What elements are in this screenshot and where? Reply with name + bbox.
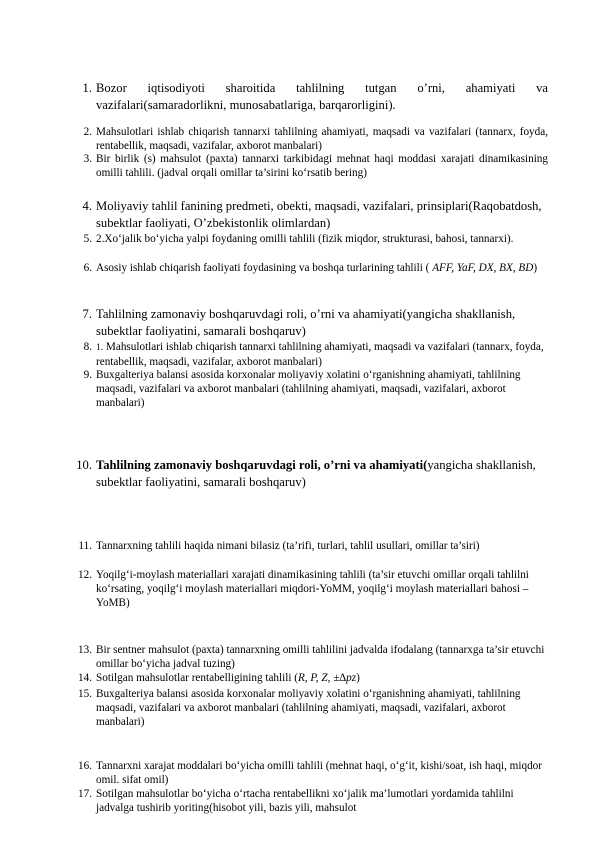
- list-item: [83, 369, 548, 411]
- text-segment: Asosiy ishlab chiqarish faoliyati foydasining va boshqa turlarining tahlili (: [96, 262, 433, 274]
- text-prefix: 1.: [96, 343, 104, 353]
- text-segment: ): [533, 262, 538, 274]
- list-item: [83, 153, 548, 181]
- list-number: 7.: [82, 307, 92, 321]
- text-segment: Sotilgan mahsulotlar rentabelligining tahlili (: [96, 672, 298, 684]
- list-text: [96, 457, 548, 490]
- list-text: Yoqilg‘i-moylash materiallari xarajati dinamikasining tahlili (ta’sir etuvchi omillar orqali tahlilni ko‘rsating, yoqilg‘i moylash materiallari miqdori-YoMM, yoqilg‘i moylash materiallari bahosi –YoMB): [96, 569, 529, 609]
- text-segment: yangicha shakllanish, subektlar faoliyatini, samarali boshqaruv): [96, 458, 536, 489]
- list-text: Sotilgan mahsulotlar bo‘yicha o‘rtacha rentabellikni xo‘jalik ma’lumotlari yordamida tahlilni jadvalga tushirib yoriting(hisobot yili, bazis yili, mahsulot: [96, 788, 514, 814]
- list-number: 8.: [83, 341, 92, 353]
- list-text: 2.Xo‘jalik bo‘yicha yalpi foydaning omilli tahlili (fizik miqdor, strukturasi, bahosi, tannarxi).: [96, 233, 514, 245]
- list-item: [83, 126, 548, 154]
- bold-heading: Tahlilning zamonaviy boshqaruvdagi roli, o’rni va ahamiyati(: [96, 458, 428, 472]
- list-text: Bir sentner mahsulot (paxta) tannarxning omilli tahlilini jadvalda ifodalang (tannarxga ta’sir etuvchi omillar bo‘yicha jadval tuzing): [96, 644, 545, 670]
- list-item: [78, 688, 548, 730]
- list-text: Mahsulotlari ishlab chiqarish tannarxi tahlilning ahamiyati, maqsadi va vazifalari (tannarx, foyda, rentabellik, maqsadi, vazifalar, axborot manbalari): [96, 126, 548, 152]
- list-text: [96, 262, 548, 276]
- list-text: [96, 341, 548, 370]
- list-item: [83, 262, 548, 276]
- list-number: 3.: [83, 153, 92, 165]
- list-item: [82, 198, 548, 231]
- formula-symbols: R, P, Z, ±∆pz: [297, 672, 357, 684]
- list-number: 2.: [83, 126, 92, 138]
- list-text: Buxgalteriya balansi asosida korxonalar moliyaviy xolatini o‘rganishning ahamiyati, tahlilning maqsadi, vazifalari va axborot manbalari (tahlilning ahamiyati, maqsadi, vazifalari, axborot manbalari): [96, 369, 521, 409]
- list-text: Tannarxni xarajat moddalari bo‘yicha omilli tahlili (mehnat haqi, o‘g‘it, kishi/soat, ish haqi, miqdor omil. sifat omil): [96, 760, 542, 786]
- list-item: [76, 457, 548, 490]
- list-number: 12.: [78, 569, 92, 581]
- list-item: [78, 644, 548, 672]
- list-item: [82, 306, 548, 339]
- list-number: 4.: [82, 199, 92, 213]
- list-item: [83, 233, 548, 247]
- list-number: 11.: [78, 540, 92, 552]
- list-item: [78, 569, 548, 611]
- list-number: 17.: [78, 788, 92, 800]
- list-number: 9.: [83, 369, 92, 381]
- list-number: 5.: [83, 233, 92, 245]
- list-text: Bozor iqtisodiyoti sharoitida tahlilning tutgan o’rni, ahamiyati va vazifalari(samaradorlikni, munosabatlariga, barqarorligini).: [96, 81, 548, 112]
- list-item: [82, 80, 548, 113]
- list-item: [78, 672, 548, 686]
- list-text: [96, 672, 548, 686]
- list-number: 13.: [78, 644, 92, 656]
- list-item: [83, 341, 548, 370]
- list-number: 1.: [82, 81, 92, 95]
- list-text: Bir birlik (s) mahsulot (paxta) tannarxi tarkibidagi mehnat haqi moddasi xarajati dinamikasining omilli tahlili. (jadval orqali omillar ta’sirini ko‘rsatib bering): [96, 153, 548, 179]
- list-text: Moliyaviy tahlil fanining predmeti, obekti, maqsadi, vazifalari, prinsiplari(Raqobatdosh, subektlar faoliyati, O’zbekistonlik olimlardan): [96, 199, 542, 230]
- formula-symbols: AFF, YaF, DX, BX, BD: [432, 262, 534, 274]
- list-text: Tannarxning tahlili haqida nimani bilasiz (ta’rifi, turlari, tahlil usullari, omillar ta’siri): [96, 540, 480, 552]
- list-number: 16.: [78, 760, 92, 772]
- list-text: Buxgalteriya balansi asosida korxonalar moliyaviy xolatini o‘rganishning ahamiyati, tahlilning maqsadi, vazifalari va axborot manbalari (tahlilning ahamiyati, maqsadi, vazifalari, axborot manbalari): [96, 688, 521, 728]
- list-item: [78, 788, 548, 816]
- list-text: Tahlilning zamonaviy boshqaruvdagi roli, o’rni va ahamiyati(yangicha shakllanish, subektlar faoliyatini, samarali boshqaruv): [96, 307, 516, 338]
- list-number: 14.: [78, 672, 92, 684]
- text-segment: ): [356, 672, 360, 684]
- list-number: 6.: [83, 262, 92, 274]
- list-number: 15.: [78, 688, 92, 700]
- text-segment: Mahsulotlari ishlab chiqarish tannarxi tahlilning ahamiyati, maqsadi va vazifalari (tannarx, foyda, rentabellik, maqsadi, vazifalar, axborot manbalari): [96, 341, 544, 368]
- list-item: [78, 760, 548, 788]
- list-number: 10.: [76, 458, 92, 472]
- list-item: [78, 540, 548, 554]
